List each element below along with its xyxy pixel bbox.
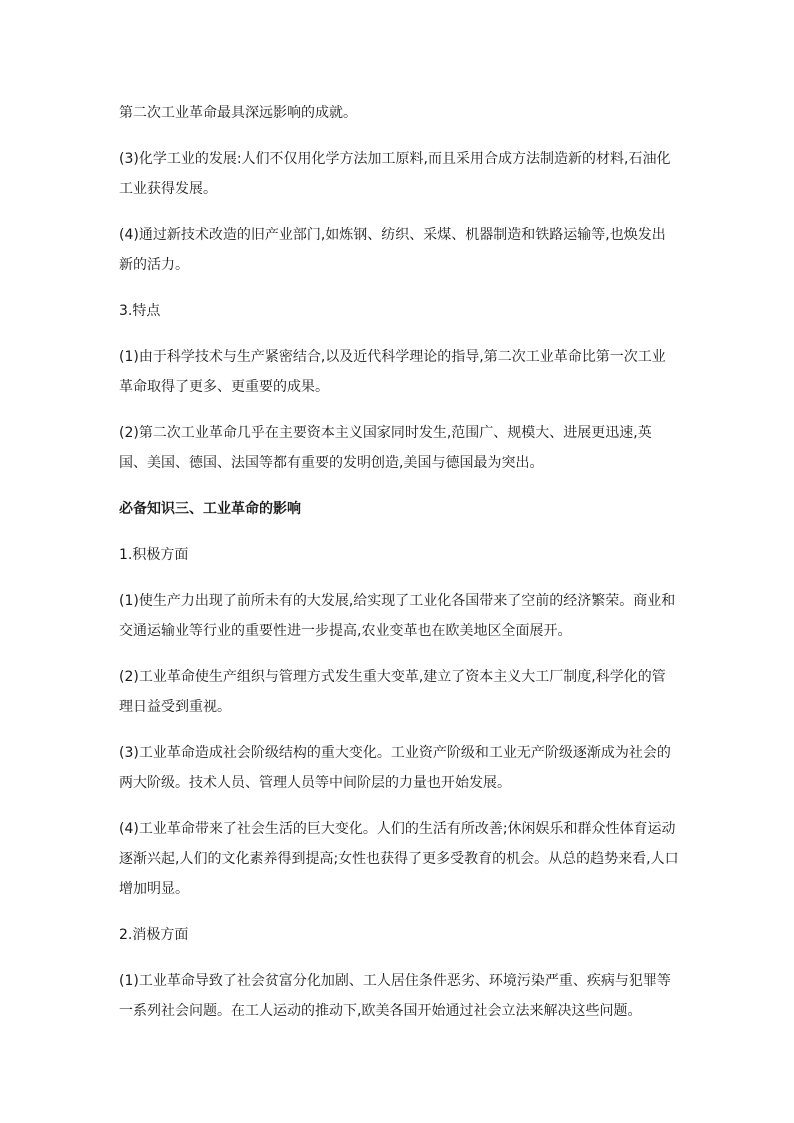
paragraph-1: 第二次工业革命最具深远影响的成就。 [119, 105, 357, 121]
section-heading: 必备知识三、工业革命的影响 [119, 501, 301, 517]
section-subheading-negative: 2.消极方面 [119, 927, 189, 943]
paragraph-2: (3)化学工业的发展:人们不仅用化学方法加工原料,而且采用合成方法制造新的材料,石油化工业获得发展。 [119, 151, 671, 197]
paragraph-14: (1)工业革命导致了社会贫富分化加剧、工人居住条件恶劣、环境污染严重、疾病与犯罪等一系列社会问题。在工人运动的推动下,欧美各国开始通过社会立法来解决这些问题。 [119, 973, 671, 1019]
section-subheading-positive: 1.积极方面 [119, 547, 189, 563]
paragraph-3: (4)通过新技术改造的旧产业部门,如炼钢、纺织、采煤、机器制造和铁路运输等,也焕发出新的活力。 [119, 227, 666, 273]
paragraph-11: (3)工业革命造成社会阶级结构的重大变化。工业资产阶级和工业无产阶级逐渐成为社会的两大阶级。技术人员、管理人员等中间阶层的力量也开始发展。 [119, 745, 671, 791]
document-page [119, 98, 679, 1026]
paragraph-10: (2)工业革命使生产组织与管理方式发生重大变革,建立了资本主义大工厂制度,科学化的管理日益受到重视。 [119, 669, 666, 715]
paragraph-9: (1)使生产力出现了前所未有的大发展,给实现了工业化各国带来了空前的经济繁荣。商业和交通运输业等行业的重要性进一步提高,农业变革也在欧美地区全面展开。 [119, 593, 676, 639]
paragraph-6: (2)第二次工业革命几乎在主要资本主义国家同时发生,范围广、规模大、进展更迅速,英国、美国、德国、法国等都有重要的发明创造,美国与德国最为突出。 [119, 425, 652, 471]
section-subheading-features: 3.特点 [119, 303, 161, 319]
paragraph-12: (4)工业革命带来了社会生活的巨大变化。人们的生活有所改善;休闲娱乐和群众性体育运动逐渐兴起,人们的文化素养得到提高;女性也获得了更多受教育的机会。从总的趋势来看,人口增加明显。 [119, 821, 679, 897]
paragraph-5: (1)由于科学技术与生产紧密结合,以及近代科学理论的指导,第二次工业革命比第一次工业革命取得了更多、更重要的成果。 [119, 349, 666, 395]
